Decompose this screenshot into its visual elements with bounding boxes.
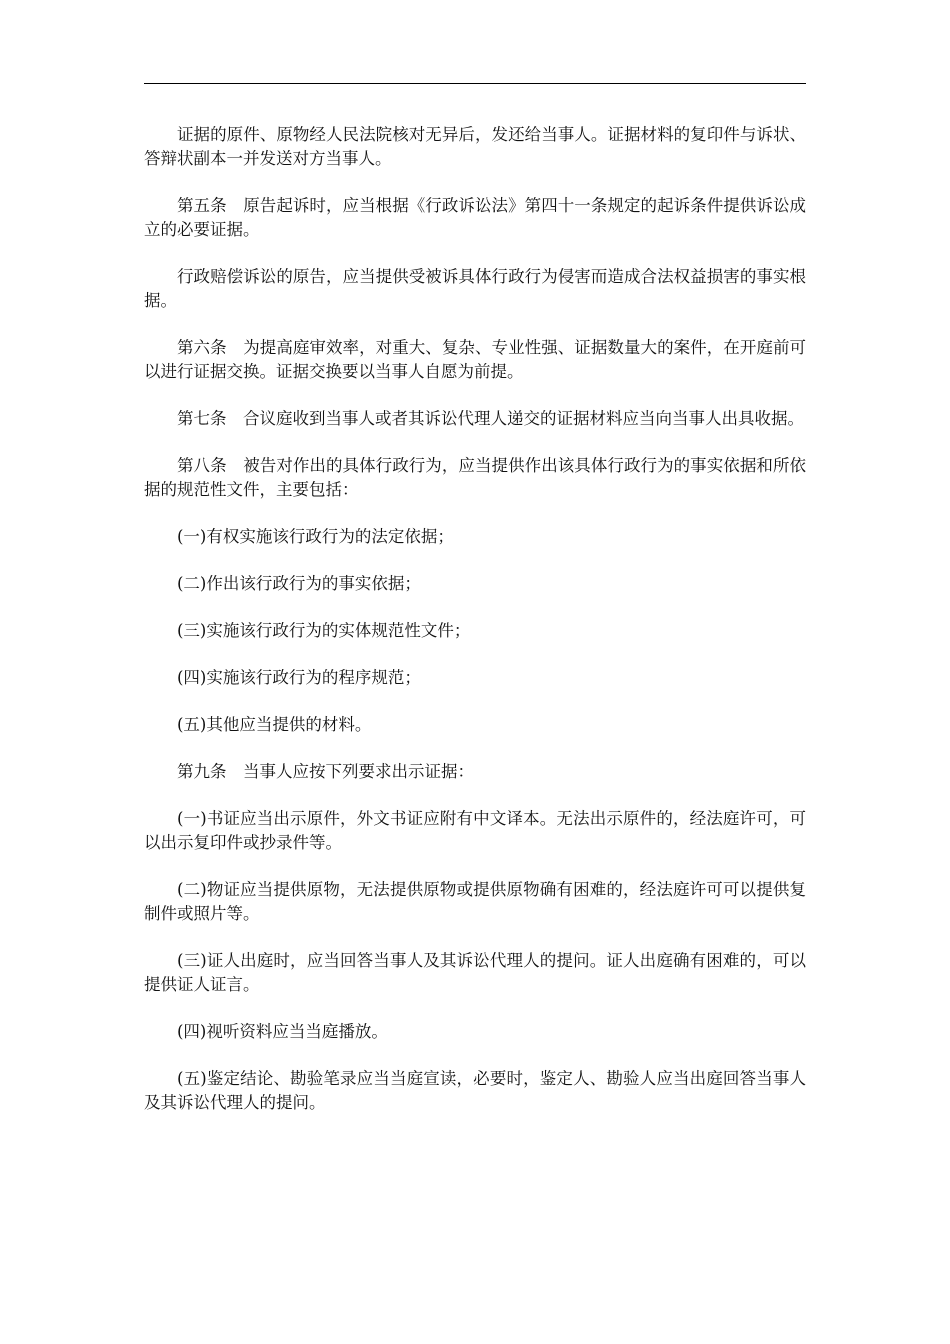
paragraph: 第九条 当事人应按下列要求出示证据：: [177, 762, 474, 781]
paragraph: 行政赔偿诉讼的原告，应当提供受被诉具体行政行为侵害而造成合法权益损害的事实根据。: [144, 267, 806, 310]
list-item: (二)作出该行政行为的事实依据；: [177, 574, 421, 593]
list-item: (一)书证应当出示原件，外文书证应附有中文译本。无法出示原件的，经法庭许可，可以出示复印件或抄录件等。: [144, 809, 806, 852]
list-item: (二)物证应当提供原物，无法提供原物或提供原物确有困难的，经法庭许可可以提供复制件或照片等。: [144, 880, 806, 923]
paragraph: 证据的原件、原物经人民法院核对无异后，发还给当事人。证据材料的复印件与诉状、答辩状副本一并发送对方当事人。: [144, 125, 806, 168]
list-item: (四)视听资料应当当庭播放。: [177, 1022, 388, 1041]
list-item: (三)实施该行政行为的实体规范性文件；: [177, 621, 471, 640]
paragraph: 第五条 原告起诉时，应当根据《行政诉讼法》第四十一条规定的起诉条件提供诉讼成立的必要证据。: [144, 196, 806, 239]
paragraph: 第八条 被告对作出的具体行政行为，应当提供作出该具体行政行为的事实依据和所依据的规范性文件，主要包括：: [144, 456, 806, 499]
list-item: (五)鉴定结论、勘验笔录应当当庭宣读，必要时，鉴定人、勘验人应当出庭回答当事人及其诉讼代理人的提问。: [144, 1069, 806, 1112]
list-item: (五)其他应当提供的材料。: [177, 715, 372, 734]
header-rule: [144, 83, 806, 84]
list-item: (一)有权实施该行政行为的法定依据；: [177, 527, 454, 546]
paragraph: 第七条 合议庭收到当事人或者其诉讼代理人递交的证据材料应当向当事人出具收据。: [177, 409, 804, 428]
list-item: (四)实施该行政行为的程序规范；: [177, 668, 421, 687]
paragraph: 第六条 为提高庭审效率，对重大、复杂、专业性强、证据数量大的案件，在开庭前可以进行证据交换。证据交换要以当事人自愿为前提。: [144, 338, 806, 381]
document-body: [144, 123, 806, 1138]
list-item: (三)证人出庭时，应当回答当事人及其诉讼代理人的提问。证人出庭确有困难的，可以提供证人证言。: [144, 951, 806, 994]
